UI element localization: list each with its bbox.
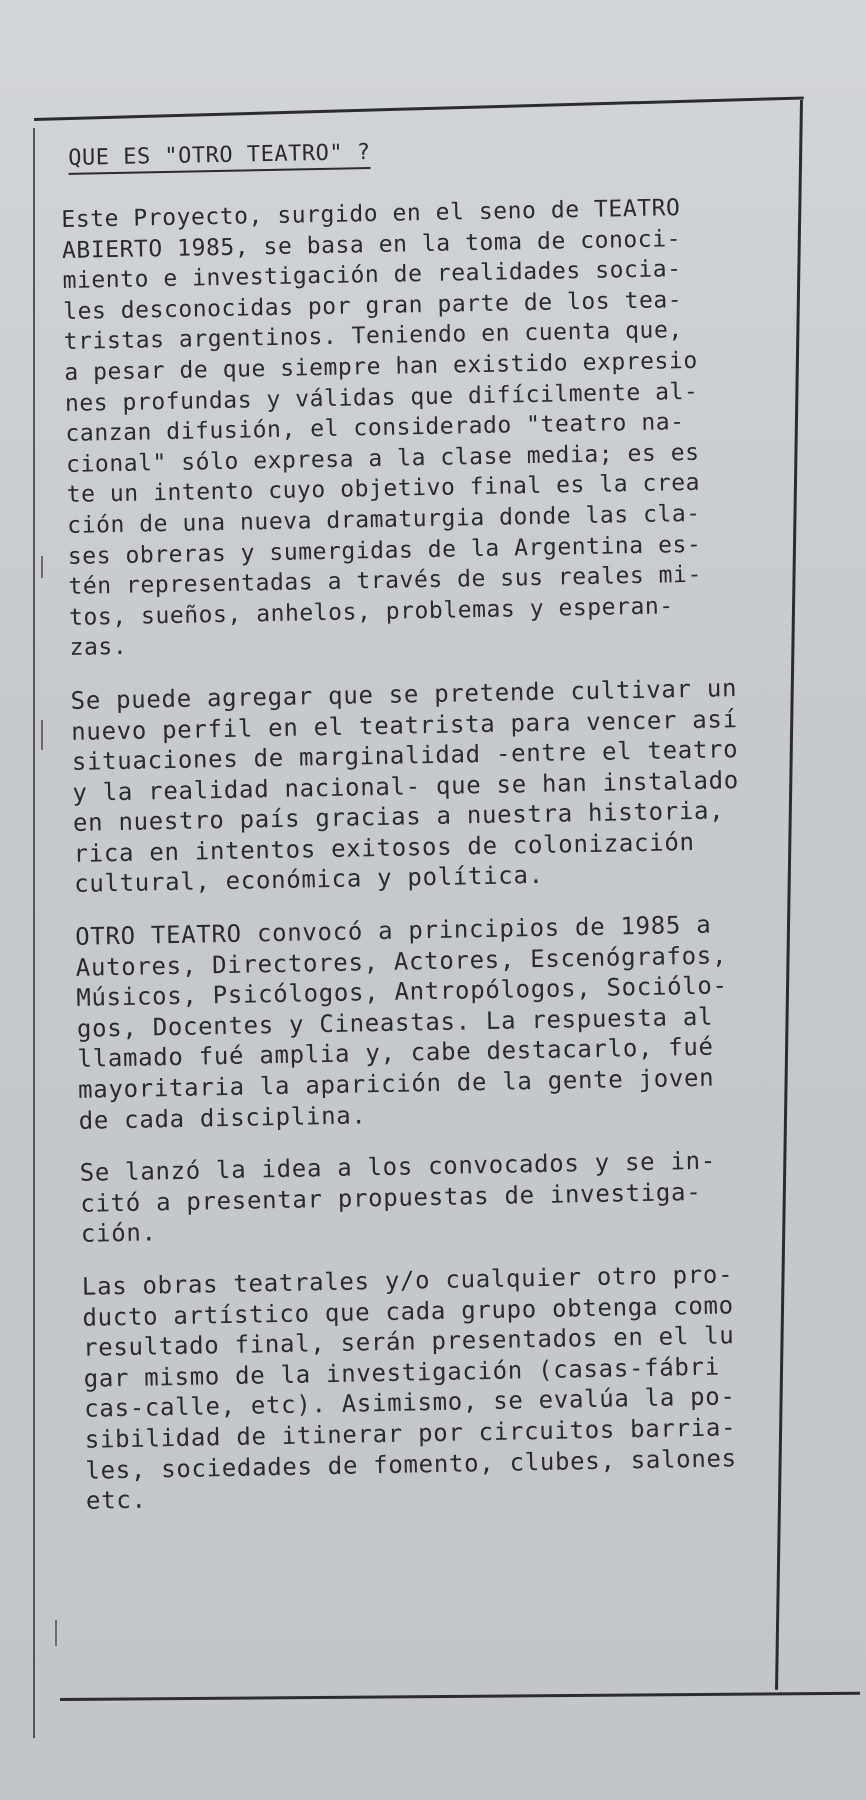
text-line: y la realidad nacional- que se han instalado [72,765,740,807]
text-line: OTRO TEATRO convocó a principios de 1985 a [74,910,712,951]
paragraph-5 [82,1258,822,1517]
text-line: tristas argentinos. Teniendo en cuenta que, [63,317,683,356]
text-line: gos, Docentes y Cineastas. La respuesta al [76,1002,714,1043]
text-line: canzan difusión, el considerado "teatro na- [65,409,685,448]
document-body [60,132,822,1539]
frame-bottom-border [60,1692,860,1701]
text-line: nes profundas y válidas que difícilmente al- [64,378,699,417]
text-line: gar mismo de la investigación (casas-fábri [83,1352,721,1393]
text-line: Este Proyecto, surgido en el seno de TEATRO [61,195,681,233]
text-line: ducto artístico que cada grupo obtenga como [82,1290,735,1332]
text-line: etc. [85,1485,147,1515]
margin-mark [55,1620,57,1646]
text-line: situaciones de marginalidad -entre el teatro [71,735,739,776]
text-line: sibilidad de itinerar por circuitos barria- [84,1413,737,1454]
text-line: Músicos, Psicólogos, Antropólogos, Sociólo- [76,971,728,1013]
text-line: Se puede agregar que se pretende cultivar un [70,674,738,715]
text-line: mayoritaria la aparición de la gente joven [77,1063,715,1104]
text-line: ses obreras y sumergidas de la Argentina es- [67,531,702,570]
text-line: resultado final, serán presentados en el lu [82,1321,735,1362]
text-line: les desconocidas por gran parte de los tea- [62,286,683,325]
text-line: nuevo perfil en el teatrista para vencer así [70,704,738,746]
text-line: cional" sólo expresa a la clase media; es es [65,439,700,478]
text-line: Las obras teatrales y/o cualquier otro pro- [81,1260,734,1301]
text-line: tén representadas a través de sus reales mi- [68,561,703,601]
text-line: ción de una nueva dramaturgia donde las cla- [67,500,701,539]
text-line: llamado fué amplia y, cabe destacarlo, fué [77,1033,714,1074]
text-line: tos, sueños, anhelos, problemas y esperan- [68,593,674,631]
text-line: te un intento cuyo objetivo final es la crea [66,470,701,509]
frame-top-border [34,97,804,121]
text-line: rica en intentos exitosos de colonización [73,827,695,868]
paragraph-1 [61,191,805,664]
margin-mark [41,720,43,750]
text-line: cultural, económica y política. [73,861,544,899]
document-title: QUE ES "OTRO TEATRO" ? [68,140,371,175]
text-line: citó a presentar propuestas de investiga- [80,1177,702,1218]
text-line: de cada disciplina. [78,1100,367,1135]
text-line: zas. [69,634,128,662]
text-line: ción. [80,1218,157,1249]
text-line: les, sociedades de fomento, clubes, salones [85,1443,737,1485]
paragraph-4 [79,1144,816,1250]
text-line: ABIERTO 1985, se basa en la toma de conoci- [61,225,682,264]
text-line: a pesar de que siempre han existido expresio [64,347,698,386]
text-line: en nuestro país gracias a nuestra historia, [72,796,725,838]
paragraph-2 [70,672,809,900]
text-line: Autores, Directores, Actores, Escenógrafos, [75,941,728,982]
paragraph-3 [75,908,814,1136]
text-line: Se lanzó la idea a los convocados y se in- [79,1146,717,1188]
margin-mark [41,556,43,578]
text-line: cas-calle, etc). Asimismo, se evalúa la po- [83,1382,736,1424]
frame-left-border [33,128,35,1738]
text-line: miento e investigación de realidades socia- [62,256,682,295]
